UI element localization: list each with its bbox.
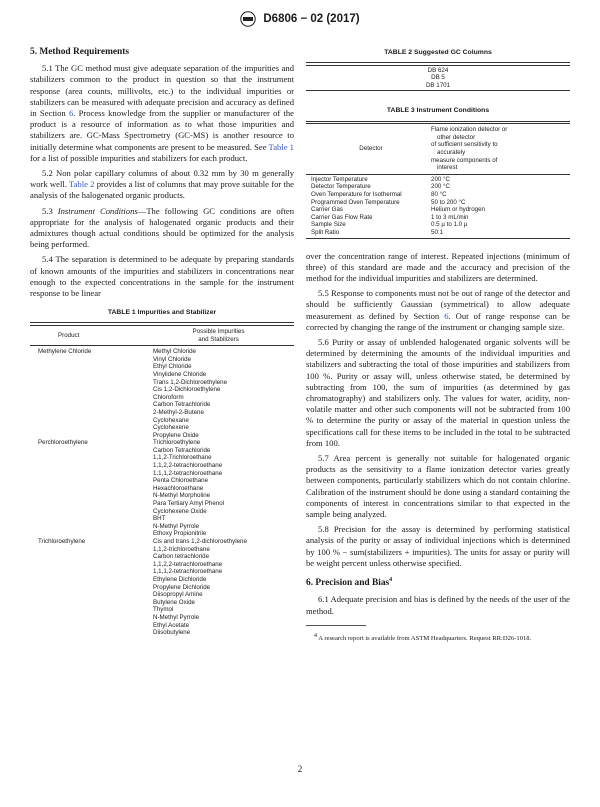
table-1-impurity-cell: 1,1,2-Trichloroethane (153, 454, 212, 462)
table-1-row (30, 485, 294, 493)
table-1-link[interactable]: Table 1 (268, 141, 294, 152)
table-1-row (30, 447, 294, 455)
table-3 (306, 105, 570, 238)
table-1-impurity-cell: Carbon Tetrachloride (153, 446, 211, 454)
table-3-value-cell: 50 to 200 °C (431, 198, 466, 206)
table-1-impurity-cell: Cyclohexene Oxide (153, 507, 207, 515)
table-1-product-cell (30, 599, 153, 607)
table-1-row (30, 439, 294, 447)
table-1-product-cell (30, 470, 153, 478)
table-3-row (306, 221, 570, 229)
table-3-value-cell: 50:1 (431, 228, 444, 236)
table-2-row: DB 1701 (425, 81, 451, 89)
table-3-row (306, 214, 570, 222)
table-1-impurity-cell: Diisobutylene (153, 629, 191, 637)
table-1-caption: TABLE 1 Impurities and Stabilizer (107, 309, 217, 317)
table-1-row (30, 348, 294, 356)
table-1-product-cell (30, 500, 153, 508)
table-1-product-cell (30, 447, 153, 455)
table-1-row (30, 500, 294, 508)
table-1-row (30, 356, 294, 364)
document-designation: D6806 − 02 (2017) (263, 13, 360, 26)
table-1-product-cell (30, 568, 153, 576)
paragraph-5-4-continued: over the concentration range of interest. Repeated injections (minimum of three) of this standard are made and the accuracy and precision of the method for the individual impurities and stabilizers are determined. (306, 250, 570, 283)
table-1-row (30, 546, 294, 554)
table-1-row (30, 576, 294, 584)
table-1-row (30, 553, 294, 561)
table-1-row (30, 386, 294, 394)
paragraph-5-8: 5.8 Precision for the assay is determined by performing statistical analysis of the purity or assay of individual injections which is determined by 100 % − sum(stabilizers + impurities). The units for assay or purity will be weight percent unless otherwise specified. (306, 524, 570, 568)
table-1-row (30, 363, 294, 371)
table-1-product-cell (30, 515, 153, 523)
table-1-impurity-cell: 1,1,1,2-tetrachloroethane (153, 469, 223, 477)
table-1-row (30, 394, 294, 402)
table-1-product-cell: Methylene Chloride (38, 348, 92, 356)
table-1-row (30, 622, 294, 630)
table-3-detector-label: Detector (359, 145, 383, 153)
table-3-value-cell: Helium or hydrogen (431, 206, 485, 214)
table-1-impurity-cell: Vinyl Chloride (153, 355, 192, 363)
paragraph-5-2: 5.2 Non polar capillary columns of about 0.32 mm by 30 m generally work well. Table 2 provides a list of columns that may prove suitable for the analysis of the halogenated organic products. (30, 168, 294, 201)
table-1-product-cell (30, 386, 153, 394)
table-1-row (30, 629, 294, 637)
table-1-impurity-cell: 2-Methyl-2-Butene (153, 408, 204, 416)
section-6-heading: 6. Precision and Bias$^4$ (306, 576, 393, 589)
table-1-row (30, 432, 294, 440)
table-1-product-cell (30, 553, 153, 561)
paragraph-5-3: 5.3 Instrument Conditions—The following GC conditions are often appropriate for the analysis of halogenated organic products and their admixtures though actual conditions should be optimized for the analysis being performed. (30, 205, 294, 250)
table-1-row (30, 515, 294, 523)
table-1-product-cell (30, 492, 153, 500)
table-3-row (306, 229, 570, 237)
table-1-impurity-cell: 1,1,1,2-tetrachloroethane (153, 568, 223, 576)
table-1-product-cell (30, 606, 153, 614)
table-1-impurity-cell: Cis and trans 1,2-dichloroethylene (153, 538, 247, 545)
table-1-header-product: Product (58, 331, 80, 339)
table-1-impurity-cell: Ethylene Dichloride (153, 575, 207, 583)
table-1-product-cell (30, 614, 153, 622)
table-3-parameter-cell: Programmed Oven Temperature (311, 198, 400, 206)
table-1-row (30, 470, 294, 478)
table-1-row (30, 424, 294, 432)
table-1-product-cell: Perchloroethylene (38, 439, 88, 447)
table-1-row (30, 538, 294, 546)
paragraph-5-4: 5.4 The separation is determined to be adequate by preparing standards of known amounts of the impurities and stabilizers in concentrations near enough to the expected concentrations in the sample for the instrument response to be linear (30, 254, 294, 299)
table-1-impurity-cell: N-Methyl Pyrrole (153, 522, 200, 530)
table-1-impurity-cell: 1,1,2,2-tetrachloroethane (153, 462, 223, 470)
table-1-product-cell (30, 485, 153, 493)
paragraph-5-1: 5.1 The GC method must give adequate separation of the impurities and stabilizers common to the product in question so that the instrument response (area counts, millivolts, etc.) to the individual impurities or stabilizers can be measured with adequate precision and accuracy as defined in Section 6. Process knowledge from the supplier or manufacturer of the product is a resource of information as to what those impurities and stabilizers are. GC-Mass Spectrometry (GC-MS) is another resource to initially determine what components are present to be measured. See Table 1 for a list of possible impurities and stabilizers for each product. (30, 63, 294, 163)
table-1-row (30, 614, 294, 622)
table-3-parameter-cell: Detector Temperature (311, 183, 371, 191)
table-1-impurity-cell: Cis 1,2-Dichloroethylene (153, 386, 221, 394)
table-3-parameter-cell: Sample Size (311, 221, 346, 229)
table-1-row (30, 591, 294, 599)
table-1-product-cell (30, 394, 153, 402)
table-1-impurity-cell: Chloroform (153, 393, 184, 401)
table-1-product-cell (30, 363, 153, 371)
table-1-impurity-cell: Carbon tetrachloride (153, 553, 210, 561)
table-1-impurity-cell: Propylene Oxide (153, 431, 199, 439)
table-1-row (30, 462, 294, 470)
section-6-link[interactable]: 6 (68, 108, 74, 119)
table-3-parameter-cell: Carrier Gas Flow Rate (311, 213, 373, 221)
footnote-4: $^4$ A research report is available from ASTM Headquarters. Request RR:D26-1018. (314, 632, 532, 642)
table-1-product-cell (30, 576, 153, 584)
right-column (306, 47, 570, 643)
table-1-impurity-cell: Vinylidene Chloride (153, 370, 207, 378)
table-1-row (30, 584, 294, 592)
table-1-row (30, 477, 294, 485)
table-3-value-cell: 0.5 µ to 1.0 µ (431, 221, 468, 229)
table-1-product-cell: Trichloroethylene (38, 538, 86, 545)
table-1-impurity-cell: Penta Chloroethane (153, 477, 209, 485)
table-1-impurity-cell: Thymol (153, 606, 174, 614)
table-1-row (30, 606, 294, 614)
table-3-value-cell: 1 to 3 mL/min (431, 213, 469, 221)
footnote-marker[interactable]: 4 (389, 576, 393, 583)
table-1-impurity-cell: 1,1,2-trichloroethane (153, 545, 210, 553)
table-1-row (30, 523, 294, 531)
paragraph-5-6: 5.6 Purity or assay of unblended halogenated organic solvents will be determined by determining the amounts of the individual impurities and stabilizers and subtracting the total of those impurities and stabilizers from 100 %. Purity or assay will, unless otherwise stated, be determined by subtracting from 100, the sum of impurities (as determined by gas chromatography) and stabilizers only. The values for water, acidity, non-volatile matter and other such components will not be subtracted from 100 % to determine the purity or assay of the material in question unless the specifications call for these items to be included in the total to be subtracted from 100. (306, 336, 570, 448)
paragraph-5-7: 5.7 Area percent is generally not suitable for halogenated organic products as the sensitivity to a flame ionization detector varies greatly between components, particularly stabilizers which do not contain chlorine. Calibration of the instrument should be done using a standard containing the components of interest in concentrations similar to that expected in the sample being analyzed. (306, 452, 570, 519)
paragraph-5-5: 5.5 Response to components must not be out of range of the detector and should be sufficiently Gaussian (symmetrical) to allow adequate measurement as defined by Section 6. Out of range response can be corrected by changing the range of the instrument or changing sample size. (306, 288, 570, 332)
table-1-product-cell (30, 432, 153, 440)
table-3-caption: TABLE 3 Instrument Conditions (386, 107, 490, 115)
table-1-product-cell (30, 584, 153, 592)
table-1-row (30, 599, 294, 607)
table-3-row (306, 176, 570, 184)
table-1-header-impurities: Possible Impurities and Stabilizers (192, 327, 245, 343)
table-1-product-cell (30, 591, 153, 599)
table-1-impurity-cell: Ethoxy Propionitrile (153, 530, 207, 538)
table-3-parameter-cell: Oven Temperature for Isothermal (311, 190, 402, 198)
table-1-product-cell (30, 477, 153, 485)
left-column (30, 45, 294, 637)
table-1-row (30, 401, 294, 409)
table-1 (30, 307, 294, 636)
table-1-product-cell (30, 561, 153, 569)
table-1-impurity-cell: Ethyl Chloride (153, 363, 192, 371)
table-1-product-cell (30, 546, 153, 554)
table-1-impurity-cell: Diisopropyl Amine (153, 591, 203, 599)
table-1-row (30, 417, 294, 425)
table-1-row (30, 409, 294, 417)
page-number: 2 (297, 764, 303, 774)
table-1-product-cell (30, 379, 153, 387)
table-1-product-cell (30, 622, 153, 630)
table-2-link[interactable]: Table 2 (68, 179, 95, 190)
table-3-value-cell: 200 °C (431, 175, 450, 183)
table-1-product-cell (30, 454, 153, 462)
detector-value-line: accurately (437, 148, 466, 156)
table-1-row (30, 371, 294, 379)
table-1-impurity-cell: Methyl Chloride (153, 348, 196, 356)
section-5-heading: 5. Method Requirements (30, 47, 130, 57)
table-1-impurity-cell: N-Methyl Morpholine (153, 492, 211, 500)
table-2-row: DB 624 (427, 66, 449, 74)
table-1-row (30, 530, 294, 538)
table-1-product-cell (30, 371, 153, 379)
table-1-impurity-cell: Trans 1,2-Dichloroethylene (153, 378, 228, 386)
table-1-product-cell (30, 417, 153, 425)
table-1-impurity-cell: Cyclohexene (153, 424, 189, 432)
table-3-parameter-cell: Carrier Gas (311, 206, 343, 214)
table-1-impurity-cell: N-Methyl Pyrrole (153, 613, 200, 621)
table-1-impurity-cell: BHT (153, 515, 166, 523)
table-1-impurity-cell: Trichloroethylene (153, 439, 201, 447)
table-1-impurity-cell: Hexachloroethane (153, 484, 204, 492)
paragraph-6-1: 6.1 Adequate precision and bias is defined by the needs of the user of the method. (306, 594, 570, 616)
table-1-row (30, 454, 294, 462)
detector-value-line: measure components of (431, 156, 498, 164)
table-3-value-cell: 200 °C (431, 183, 450, 191)
table-2 (306, 47, 570, 91)
table-1-product-cell (30, 523, 153, 531)
section-6-link-2[interactable]: 6 (444, 310, 449, 321)
table-3-parameter-cell: Split Ratio (311, 228, 340, 236)
table-1-row (30, 568, 294, 576)
table-1-product-cell (30, 424, 153, 432)
table-1-impurity-cell: Para Tertiary Amyl Phenol (153, 500, 225, 508)
table-3-row (306, 191, 570, 199)
table-1-impurity-cell: Carbon Tetrachloride (153, 401, 211, 409)
table-3-row (306, 183, 570, 191)
detector-value-line: Flame ionization detector or (431, 126, 508, 134)
table-3-value-cell: 80 °C (431, 190, 447, 198)
table-1-impurity-cell: Ethyl Acetate (153, 621, 190, 629)
detector-value-line: of sufficient sensitivity to (431, 141, 498, 149)
detector-value-line: other detector (437, 133, 476, 141)
table-2-row: DB 5 (431, 74, 445, 82)
table-3-parameter-cell: Injector Temperature (311, 175, 368, 183)
table-1-impurity-cell: 1,1,2,2-tetrachloroethane (153, 560, 223, 568)
table-1-impurity-cell: Cyclohexane (153, 416, 189, 424)
page-header (0, 10, 600, 28)
table-1-impurity-cell: Propylene Dichloride (153, 583, 211, 591)
detector-value-line: interest (437, 164, 458, 172)
table-1-row (30, 492, 294, 500)
table-3-row (306, 199, 570, 207)
table-1-product-cell (30, 629, 153, 637)
astm-logo-icon (240, 11, 256, 27)
table-1-row (30, 379, 294, 387)
table-1-product-cell (30, 530, 153, 538)
table-1-product-cell (30, 508, 153, 516)
table-1-row (30, 508, 294, 516)
table-1-product-cell (30, 462, 153, 470)
table-1-body (30, 346, 294, 637)
table-1-product-cell (30, 356, 153, 364)
table-1-product-cell (30, 409, 153, 417)
footnote-divider (306, 625, 366, 626)
table-3-detector-value (431, 126, 570, 172)
table-2-caption: TABLE 2 Suggested GC Columns (384, 49, 492, 56)
table-3-row (306, 206, 570, 214)
table-1-product-cell (30, 401, 153, 409)
table-1-row (30, 561, 294, 569)
table-1-impurity-cell: Butylene Oxide (153, 598, 195, 606)
